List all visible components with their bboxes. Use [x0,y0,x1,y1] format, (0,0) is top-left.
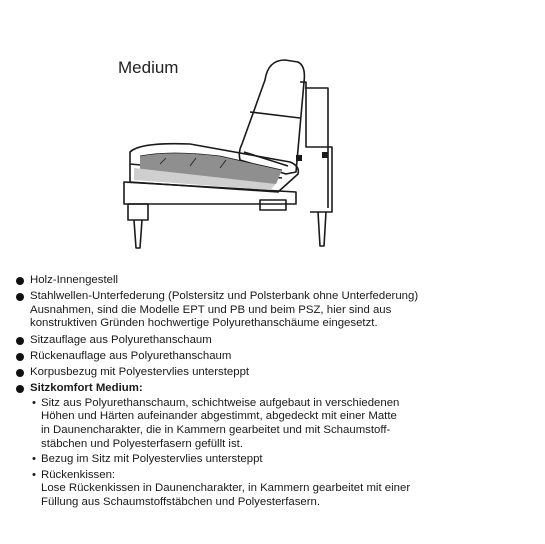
list-item: Korpusbezug mit Polyestervlies unterstеppt [16,366,536,380]
bullet-icon [16,385,24,393]
list-item: Stahlwellen-Unterfederung (Polstersitz und Polsterbank ohne Unterfederung) Ausnahmen, sind die Modelle EPT und PB und beim PSZ, hier sind aus konstruktiven Gründen hochwertige Polyurethanschäume eingesetzt. [16,290,536,331]
sub-list-item: • Bezug im Sitz mit Polyestervlies unterstеppt [32,453,263,466]
bullet-icon [16,369,24,377]
bullet-icon [16,353,24,361]
sofa-cross-section-icon [100,52,360,252]
comfort-section [16,382,536,509]
dash-bullet-icon: • [32,396,36,409]
list-item: Rückenauflage aus Polyurethanschaum [16,350,536,364]
list-item: Holz-Innengestell [16,274,536,288]
comfort-heading: Sitzkomfort Medium: [30,382,143,395]
variant-title: Medium [118,58,179,77]
sub-list-item: • Rückenkissen: Lose Rückenkissen in Daunencharakter, in Kammern gearbeitet mit einer Füllung aus Schaumstoffstäbchen und Polyesterfasern. [32,468,411,508]
bullet-icon [16,337,24,345]
list-item: Sitzauflage aus Polyurethanschaum [16,334,536,348]
bullet-icon [16,277,24,285]
bullet-icon [16,293,24,301]
sub-list-item: • Sitz aus Polyurethanschaum, schichtweise aufgebaut in verschiedenen Höhen und Härten aufeinander abgestimmt, abgedeckt mit einer Matte in Daunencharakter, die in Kammern gearbeitet und mit Schaumstoff- stäbchen und Polyesterfasern gefüllt ist. [32,396,400,450]
features-list [16,274,536,512]
dash-bullet-icon: • [32,468,36,481]
dash-bullet-icon: • [32,453,36,466]
